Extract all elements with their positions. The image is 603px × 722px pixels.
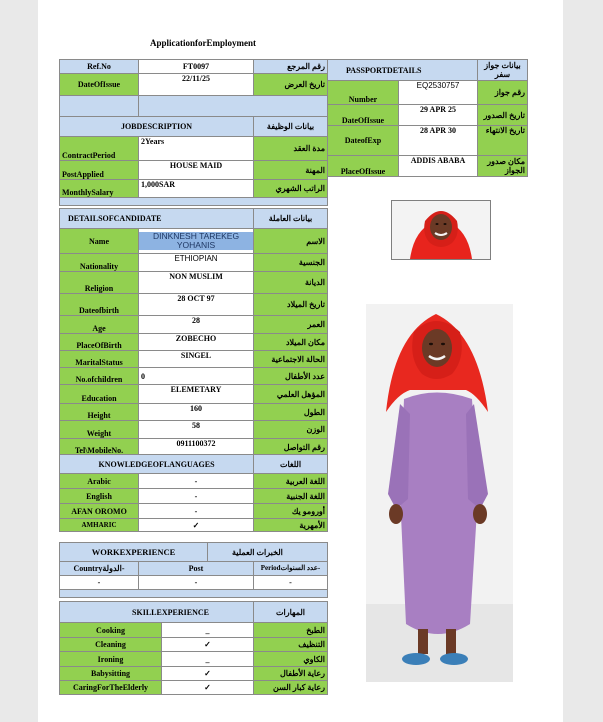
children-label: No.ofchildren xyxy=(60,368,139,385)
religion-arabic: الديانة xyxy=(254,272,328,294)
place-of-birth-arabic: مكان الميلاد xyxy=(254,334,328,351)
skill-ironing-arabic: الكاوي xyxy=(254,652,328,667)
skill-ironing-value: _ xyxy=(162,652,254,667)
passport-issue-date-label: DateOfIssue xyxy=(328,105,399,126)
work-period-value: - xyxy=(254,576,328,590)
education-value: ELEMETARY xyxy=(139,385,254,404)
contract-period-value: 2Years xyxy=(139,137,254,161)
children-value: 0 xyxy=(139,368,254,385)
ref-job-table xyxy=(59,59,328,206)
candidate-table xyxy=(59,208,328,465)
job-description-header: JOBDESCRIPTION xyxy=(60,117,254,137)
place-of-birth-label: PlaceOfBirth xyxy=(60,334,139,351)
religion-label: Religion xyxy=(60,272,139,294)
name-value: DINKNESH TAREKEG YOHANIS xyxy=(139,232,253,250)
height-value: 160 xyxy=(139,404,254,421)
children-arabic: عدد الأطفال xyxy=(254,368,328,385)
weight-arabic: الوزن xyxy=(254,421,328,439)
weight-value: 58 xyxy=(139,421,254,439)
lang-oromo-label: AFAN OROMO xyxy=(60,504,139,519)
languages-header: KNOWLEDGEOFLANGUAGES xyxy=(60,455,254,474)
phone-label: Tel\MobileNo. xyxy=(60,439,139,456)
ref-no-arabic: رقم المرجع xyxy=(254,60,328,74)
col-post: Post xyxy=(139,562,254,576)
monthly-salary-value: 1,000SAR xyxy=(139,180,254,198)
candidate-header: DETAILSOFCANDIDATE xyxy=(60,209,254,229)
skill-cooking-value: _ xyxy=(162,623,254,638)
age-arabic: العمر xyxy=(254,316,328,334)
post-applied-label: PostApplied xyxy=(60,161,139,180)
lang-arabic-arabic: اللغة العربية xyxy=(254,474,328,489)
passport-number-label: Number xyxy=(328,81,399,105)
age-value: 28 xyxy=(139,316,254,334)
date-of-issue-value: 22/11/25 xyxy=(139,74,254,96)
lang-english-arabic: اللغة الجنبية xyxy=(254,489,328,504)
work-experience-table xyxy=(59,542,328,598)
passport-issue-date-value: 29 APR 25 xyxy=(399,105,478,126)
ref-no-value: FT0097 xyxy=(139,60,254,74)
lang-oromo-value: - xyxy=(139,504,254,519)
skill-cleaning-label: Cleaning xyxy=(60,638,162,652)
lang-arabic-label: Arabic xyxy=(60,474,139,489)
place-of-birth-value: ZOBECHO xyxy=(139,334,254,351)
spacer-cell xyxy=(60,198,328,206)
monthly-salary-arabic: الراتب الشهري xyxy=(254,180,328,198)
skill-babysitting-value: ✓ xyxy=(162,667,254,681)
date-of-birth-label: Dateofbirth xyxy=(60,294,139,316)
height-arabic: الطول xyxy=(254,404,328,421)
date-of-birth-value: 28 OCT 97 xyxy=(139,294,254,316)
skills-header: SKILLEXPERIENCE xyxy=(60,602,254,623)
skill-cleaning-arabic: التنظيف xyxy=(254,638,328,652)
weight-label: Weight xyxy=(60,421,139,439)
work-header-arabic: الخبرات العملية xyxy=(208,543,328,562)
skill-elderly-arabic: رعاية كبار السن xyxy=(254,681,328,695)
skill-babysitting-label: Babysitting xyxy=(60,667,162,681)
skill-cleaning-value: ✓ xyxy=(162,638,254,652)
date-of-issue-arabic: تاريخ العرض xyxy=(254,74,328,96)
languages-table xyxy=(59,454,328,532)
lang-amharic-label: AMHARIC xyxy=(60,519,139,532)
passport-table xyxy=(327,59,528,177)
age-label: Age xyxy=(60,316,139,334)
passport-place-arabic: مكان صدور الجواز xyxy=(478,156,528,177)
document-title: ApplicationforEmployment xyxy=(150,38,257,48)
contract-period-label: ContractPeriod xyxy=(60,137,139,161)
height-label: Height xyxy=(60,404,139,421)
passport-issue-date-arabic: تاريخ الصدور xyxy=(478,105,528,126)
passport-place-label: PlaceOfIssue xyxy=(328,156,399,177)
skill-ironing-label: Ironing xyxy=(60,652,162,667)
passport-header: PASSPORTDETAILS xyxy=(328,60,478,81)
education-arabic: المؤهل العلمي xyxy=(254,385,328,404)
headshot-photo xyxy=(391,200,491,260)
date-of-birth-arabic: تاريخ الميلاد xyxy=(254,294,328,316)
languages-header-arabic: اللغات xyxy=(254,455,328,474)
name-arabic: الاسم xyxy=(254,229,328,254)
passport-number-arabic: رقم جواز xyxy=(478,81,528,105)
education-label: Education xyxy=(60,385,139,404)
col-country: Countryالدولة- xyxy=(60,562,139,576)
lang-amharic-value: ✓ xyxy=(139,519,254,532)
ref-no-label: Ref.No xyxy=(60,60,139,74)
nationality-value: ETHIOPIAN xyxy=(139,254,254,272)
lang-english-value: - xyxy=(139,489,254,504)
skill-cooking-arabic: الطبخ xyxy=(254,623,328,638)
work-country-value: - xyxy=(60,576,139,590)
nationality-label: Nationality xyxy=(60,254,139,272)
col-period: Periodعدد السنوات- xyxy=(254,562,328,576)
phone-value: 0911100372 xyxy=(139,439,254,456)
work-header: WORKEXPERIENCE xyxy=(60,543,208,562)
passport-expiry-value: 28 APR 30 xyxy=(399,126,478,156)
work-post-value: - xyxy=(139,576,254,590)
spacer-cell xyxy=(60,96,139,117)
lang-arabic-value: - xyxy=(139,474,254,489)
nationality-arabic: الجنسية xyxy=(254,254,328,272)
job-description-header-arabic: بيانات الوظيفة xyxy=(254,117,328,137)
passport-expiry-label: DateofExp xyxy=(328,126,399,156)
spacer-cell xyxy=(139,96,328,117)
skill-elderly-label: CaringForTheElderly xyxy=(60,681,162,695)
marital-status-arabic: الحالة الاجتماعية xyxy=(254,351,328,368)
skills-header-arabic: المهارات xyxy=(254,602,328,623)
passport-header-arabic: بيانات جواز سفر xyxy=(478,60,528,81)
candidate-header-arabic: بيانات العاملة xyxy=(254,209,328,229)
religion-value: NON MUSLIM xyxy=(139,272,254,294)
passport-place-value: ADDIS ABABA xyxy=(399,156,478,177)
phone-arabic: رقم التواصل xyxy=(254,439,328,456)
full-body-photo xyxy=(366,304,513,682)
name-label: Name xyxy=(60,229,139,254)
date-of-issue-label: DateOfIssue xyxy=(60,74,139,96)
skills-table xyxy=(59,601,328,695)
skill-cooking-label: Cooking xyxy=(60,623,162,638)
marital-status-label: MaritalStatus xyxy=(60,351,139,368)
marital-status-value: SINGEL xyxy=(139,351,254,368)
spacer-cell xyxy=(60,590,328,598)
post-applied-arabic: المهنة xyxy=(254,161,328,180)
lang-amharic-arabic: الأمهرية xyxy=(254,519,328,532)
monthly-salary-label: MonthlySalary xyxy=(60,180,139,198)
contract-period-arabic: مدة العقد xyxy=(254,137,328,161)
post-applied-value: HOUSE MAID xyxy=(139,161,254,180)
skill-elderly-value: ✓ xyxy=(162,681,254,695)
passport-expiry-arabic: تاريخ الانتهاء xyxy=(478,126,528,156)
passport-number-value: EQ2530757 xyxy=(399,81,478,105)
skill-babysitting-arabic: رعاية الأطفال xyxy=(254,667,328,681)
lang-english-label: English xyxy=(60,489,139,504)
lang-oromo-arabic: أورومو يك xyxy=(254,504,328,519)
